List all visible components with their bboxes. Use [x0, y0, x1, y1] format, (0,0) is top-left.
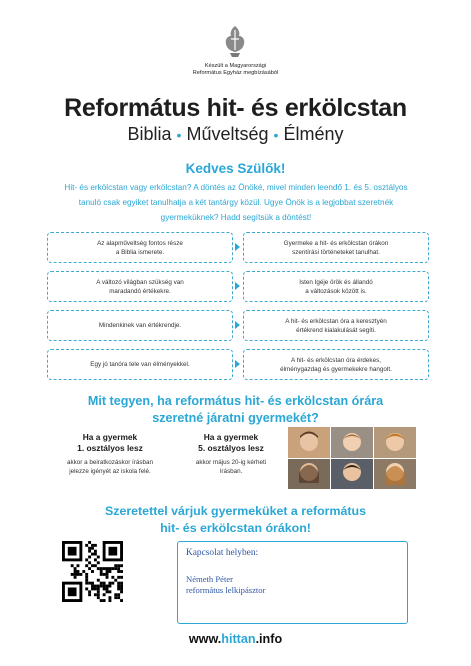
page-title: Református hit- és erkölcstan [64, 94, 407, 122]
contact-label: Kapcsolat helyben: [186, 548, 259, 558]
column-fifth-grade-heading: Ha a gyermek 5. osztályos lesz [198, 432, 264, 453]
subtitle-word-muveltseg: Műveltség [186, 124, 269, 144]
column-fifth-grade-text: akkor május 20-ig kérheti írásban. [195, 459, 267, 475]
welcome-heading-line2: hit- és erkölcstan órákon! [160, 521, 311, 535]
comparison-left-box [47, 271, 233, 302]
comparison-right-box-text: A hit- és erkölcstan óra érdekes, élménygazdag és gyermekekre hangolt. [280, 356, 392, 373]
subtitle-word-elmeny: Élmény [283, 124, 344, 144]
intro-paragraph: Hit- és erkölcstan vagy erkölcstan? A döntés az Önöké, mivel minden leendő 1. és 5. osztályos tanuló csak egyiket tanulhatja a két tantárgy közül. Ugye Önök is a legjobbat szeretnék gyermeküknek? Hadd segítsük a döntést! [64, 183, 408, 222]
question-heading-line1: Mit tegyen, ha református hit- és erkölcstan órára [87, 394, 384, 408]
comparison-left-box [47, 310, 233, 341]
comparison-left-box-text: A változó világban szükség van maradandó értékekre. [96, 278, 184, 295]
arrow-right-icon [235, 321, 240, 329]
comparison-left-box-text: Egy jó tanóra tele van élményekkel. [90, 361, 190, 368]
comparison-left-box [47, 349, 233, 380]
header-caption-line2: Református Egyház megbízásából [192, 70, 279, 76]
contact-box [177, 541, 408, 624]
qr-code[interactable] [62, 541, 123, 602]
comparison-left-box-text: Az alapműveltség fontos része a Biblia ismerete. [97, 239, 183, 256]
contact-role: református lelkipásztor [186, 585, 266, 595]
column-first-grade-heading: Ha a gyermek 1. osztályos lesz [77, 432, 143, 453]
column-fifth-grade [176, 432, 286, 476]
arrow-right-icon [235, 282, 240, 290]
website-link-suffix: .info [255, 632, 283, 646]
comparison-left-box [47, 232, 233, 263]
subtitle-separator: • [176, 127, 182, 143]
column-first-grade [50, 432, 170, 476]
children-photo-collage [288, 427, 416, 489]
comparison-right-box [243, 310, 429, 341]
comparison-right-box-text: Gyermeke a hit- és erkölcstan órákon szentírási történeteket tanulhat. [283, 239, 389, 256]
arrow-right-icon [235, 360, 240, 368]
question-heading-line2: szeretné járatni gyermekét? [152, 411, 319, 425]
comparison-right-box [243, 271, 429, 302]
comparison-right-box [243, 232, 429, 263]
comparison-right-box-text: A hit- és erkölcstan óra a keresztyén értékrend kialakulását segíti. [285, 317, 387, 334]
greeting-heading: Kedves Szülők! [185, 161, 286, 176]
website-link-prefix: www. [188, 632, 222, 646]
comparison-right-box [243, 349, 429, 380]
contact-name: Németh Péter [186, 574, 234, 584]
arrow-right-icon [235, 243, 240, 251]
page-subtitle [0, 124, 471, 145]
comparison-right-box-text: Isten Igéje örök és állandó a változások között is. [299, 278, 373, 295]
website-link[interactable] [0, 632, 471, 646]
website-link-accent: hittan [221, 632, 256, 646]
header-caption-line1: Készült a Magyarországi [204, 63, 267, 69]
comparison-left-box-text: Mindenkinek van értékrendje. [98, 322, 182, 329]
subtitle-separator: • [273, 127, 279, 143]
welcome-heading-line1: Szeretettel várjuk gyermeküket a református [104, 504, 366, 518]
column-first-grade-text: akkor a beiratkozáskor írásban jelezze igényét az iskola felé. [66, 459, 154, 475]
crest-logo [222, 24, 248, 60]
subtitle-word-biblia: Biblia [127, 124, 172, 144]
